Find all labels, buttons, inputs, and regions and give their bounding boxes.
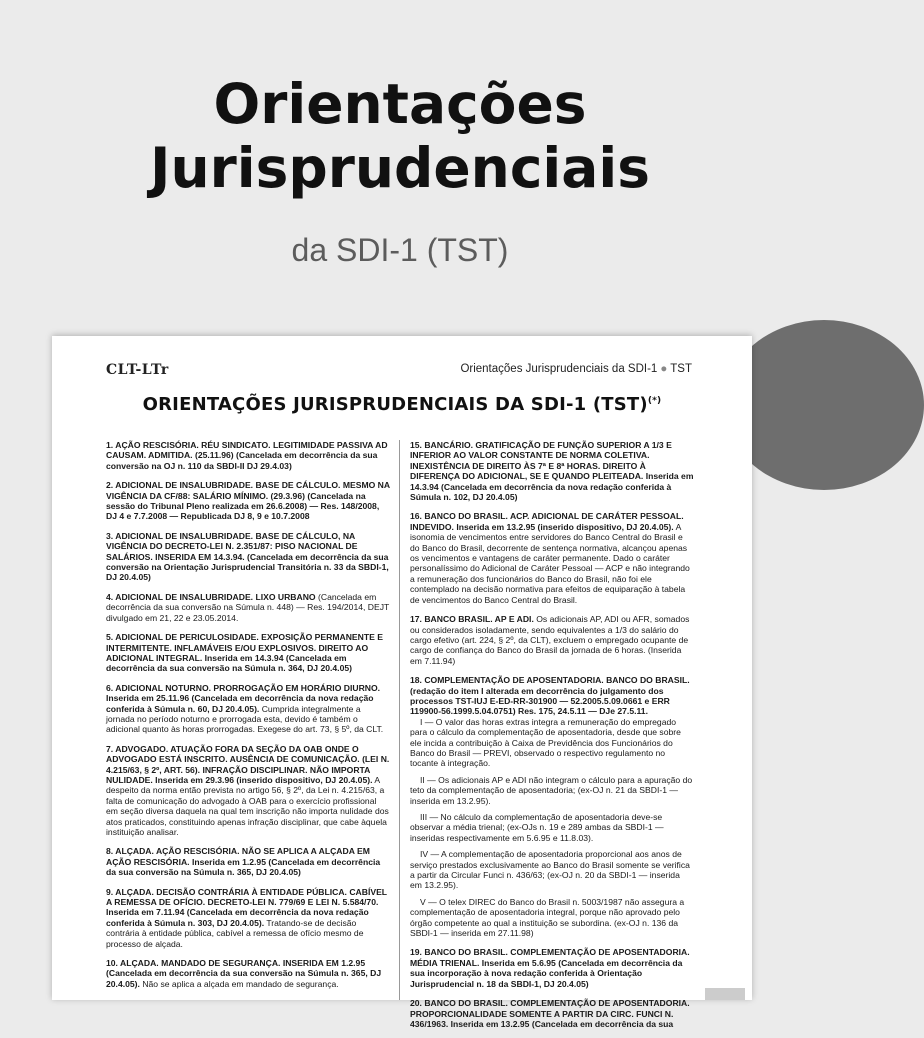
publisher-logo: CLT-LTr	[106, 362, 169, 378]
document-page	[52, 336, 752, 1029]
oj-entry-text: (Cancelada em decorrência da sua conversão na Súmula n. 448) — Res. 194/2014, DEJT divulgado em 21, 22 e 23.05.2014.	[106, 591, 390, 623]
oj-entry-heading: 3. ADICIONAL DE INSALUBRIDADE. BASE DE CÁLCULO, NA VIGÊNCIA DO DECRETO-LEI N. 2.351/87: PISO NACIONAL DE SALÁRIOS. INSERIDA EM 14.3.94. (Cancelada em decorrência da sua conversão na Orientação Jurisprudencial Transitória n. 33 da SBDI-1, DJ 20.4.05)	[106, 530, 389, 583]
oj-entry	[106, 683, 390, 735]
running-header-court: TST	[670, 363, 692, 375]
oj-entry	[106, 592, 390, 623]
oj-entry	[410, 440, 694, 502]
oj-entry-text: Não se aplica a alçada em mandado de segurança.	[142, 978, 339, 989]
oj-entry	[410, 998, 694, 1029]
oj-entry-heading: 10. ALÇADA. MANDADO DE SEGURANÇA. INSERIDA EM 1.2.95 (Cancelada em decorrência da sua conversão na Súmula n. 365, DJ 20.4.05).	[106, 958, 382, 989]
banner-title-line2: Jurisprudenciais	[150, 136, 650, 200]
oj-entry	[106, 744, 390, 838]
oj-entry-item: IV — A complementação de aposentadoria proporcional aos anos de serviço prestados exclusivamente ao Banco do Brasil somente se verifica a partir da Circular Funci n. 436/63; (ex-OJ n. 20 da SBDI-1 — inserida em 13.2.95).	[410, 849, 690, 891]
column-divider	[399, 440, 400, 1000]
oj-entry	[106, 846, 390, 877]
oj-entry	[106, 531, 390, 583]
oj-entry	[106, 480, 390, 522]
oj-entry	[410, 614, 694, 666]
document-title	[52, 394, 752, 415]
oj-entry-heading: 15. BANCÁRIO. GRATIFICAÇÃO DE FUNÇÃO SUPERIOR A 1/3 E INFERIOR AO VALOR CONSTANTE DE NORMA COLETIVA. INEXISTÊNCIA DE DIREITO ÀS 7ª E 8ª HORAS. DIREITO À DIFERENÇA DO ADICIONAL, SE E QUANDO PLEITEADA. Inserida em 14.3.94 (Cancelada em decorrência da nova redação conferida à Súmula n. 102, DJ 20.4.05)	[410, 440, 694, 503]
page-corner-tab	[705, 988, 745, 1000]
oj-entry-heading: 1. AÇÃO RESCISÓRIA. RÉU SINDICATO. LEGITIMIDADE PASSIVA AD CAUSAM. ADMITIDA. (25.11.96) (Cancelada em decorrência da sua conversão na OJ n. 110 da SBDI-II DJ 29.4.03)	[106, 440, 388, 471]
oj-entry-heading: 19. BANCO DO BRASIL. COMPLEMENTAÇÃO DE APOSENTADORIA. MÉDIA TRIENAL. Inserida em 5.6.95 (Cancelada em decorrência da sua incorporação à nova redação conferida à Orientação Jurisprudencial n. 18 da SBDI-1, DJ 20.4.05)	[410, 947, 690, 989]
oj-entry-heading: 7. ADVOGADO. ATUAÇÃO FORA DA SEÇÃO DA OAB ONDE O ADVOGADO ESTÁ INSCRITO. AUSÊNCIA DE COMUNICAÇÃO. (LEI N. 4.215/63, § 2º, ART. 56). INFRAÇÃO DISCIPLINAR. NÃO IMPORTA NULIDADE. Inserida em 29.3.96 (inserido dispositivo, DJ 20.4.05).	[106, 743, 390, 785]
running-header	[460, 363, 692, 375]
right-column	[410, 440, 694, 1038]
running-header-label: Orientações Jurisprudenciais da SDI-1	[460, 363, 658, 375]
banner-title	[0, 72, 800, 200]
banner-title-line1: Orientações	[213, 72, 587, 136]
oj-entry-text: Cumprida integralmente a jornada no período noturno e prorrogada esta, devido é também o adicional quanto às horas prorrogadas. Exegese do art. 73, § 5º, da CLT.	[106, 703, 384, 735]
oj-entry	[410, 947, 694, 989]
oj-entry-heading: 18. COMPLEMENTAÇÃO DE APOSENTADORIA. BANCO DO BRASIL. (redação do item I alterada em decorrência do julgamento dos processos TST-IUJ E-ED-RR-301900 — 52.2005.5.09.0661 e ERR 119900-56.1999.5.04.0751) Res. 175, 24.5.11 — DJe 27.5.11.	[410, 675, 690, 717]
oj-entry-heading: 9. ALÇADA. DECISÃO CONTRÁRIA À ENTIDADE PÚBLICA. CABÍVEL A REMESSA DE OFÍCIO. DECRETO-LEI N. 779/69 E LEI N. 5.584/70. Inserida em 7.11.94 (Cancelada em decorrência da nova redação conferida à Súmula n. 303, DJ 20.4.05).	[106, 886, 387, 928]
oj-entry-heading: 5. ADICIONAL DE PERICULOSIDADE. EXPOSIÇÃO PERMANENTE E INTERMITENTE. INFLAMÁVEIS E/OU EXPLOSIVOS. DIREITO AO ADICIONAL INTEGRAL. Inserida em 14.3.94 (Cancelada em decorrência da sua conversão na Súmula n. 364, DJ 20.4.05)	[106, 632, 383, 674]
document-title-footnote-mark: (*)	[647, 396, 662, 406]
oj-entry	[410, 675, 694, 938]
oj-entry-heading: 2. ADICIONAL DE INSALUBRIDADE. BASE DE CÁLCULO. MESMO NA VIGÊNCIA DA CF/88: SALÁRIO MÍNIMO. (29.3.96) (Cancelada na sessão do Tribunal Pleno realizada em 26.6.2008) — Res. 148/2008, DJ 4 e 7.7.2008 — Republicada DJ 8, 9 e 10.7.2008	[106, 480, 390, 522]
oj-entry-heading: 20. BANCO DO BRASIL. COMPLEMENTAÇÃO DE APOSENTADORIA. PROPORCIONALIDADE SOMENTE A PARTIR DA CIRC. FUNCI N. 436/1963. Inserida em 13.2.95 (Cancelada em decorrência da sua	[410, 998, 690, 1029]
left-column	[106, 440, 390, 998]
oj-entry-item: V — O telex DIREC do Banco do Brasil n. 5003/1987 não assegura a complementação de aposentadoria integral, porque não aprovado pelo órgão competente ao qual a instituição se subordina. (ex-OJ n. 136 da SBDI-1 — inserida em 27.11.98)	[410, 896, 685, 939]
oj-entry-heading: 16. BANCO DO BRASIL. ACP. ADICIONAL DE CARÁTER PESSOAL. INDEVIDO. Inserida em 13.2.95 (inserido dispositivo, DJ 20.4.05).	[410, 511, 684, 532]
oj-entry-heading: 17. BANCO BRASIL. AP E ADI.	[410, 614, 534, 625]
oj-entry-heading: 6. ADICIONAL NOTURNO. PRORROGAÇÃO EM HORÁRIO DIURNO. Inserida em 25.11.96 (Cancelada em decorrência da nova redação conferida à Súmula n. 60, DJ 20.4.05).	[106, 682, 381, 714]
oj-entry-heading: 8. ALÇADA. AÇÃO RESCISÓRIA. NÃO SE APLICA A ALÇADA EM AÇÃO RESCISÓRIA. Inserida em 1.2.95 (Cancelada em decorrência da sua conversão na Súmula n. 365, DJ 20.4.05)	[106, 846, 381, 878]
banner-subtitle: da SDI-1 (TST)	[291, 232, 509, 268]
oj-entry	[410, 511, 694, 605]
oj-entry-text: A despeito da norma então prevista no artigo 56, § 2º, da Lei n. 4.215/63, a falta de comunicação do advogado à OAB para o exercício profissional em seção diversa daquela na qual tem inscrição não importa nulidade dos atos praticados, constituindo apenas infração disciplinar, que cabe àquela instituição analisar.	[106, 774, 389, 837]
oj-entry-text: A isonomia de vencimentos entre servidores do Banco Central do Brasil e do Banco do Brasil, decorrente de sentença normativa, alcançou apenas os vencimentos e vantagens de caráter permanente. Dado o caráter personalíssimo do Adicional de Caráter Pessoal — ACP e não integrando a remuneração dos funcionários do Banco do Brasil, não foi ele contemplado na decisão normativa para efeitos de equiparação à tabela de vencimentos do Banco Central do Brasil.	[410, 521, 690, 605]
oj-entry-text: Tratando-se de decisão contrária à entidade pública, cabível a remessa de ofício mesmo de processo de alçada.	[106, 917, 364, 949]
decorative-circle	[724, 320, 924, 490]
oj-entry-item: III — No cálculo da complementação de aposentadoria deve-se observar a média trienal; (ex-OJs n. 19 e 289 ambas da SBDI-1 — inseridas respectivamente em 5.6.95 e 11.8.03).	[410, 812, 664, 843]
oj-entry	[106, 440, 390, 471]
oj-entry-heading: 4. ADICIONAL DE INSALUBRIDADE. LIXO URBANO	[106, 591, 316, 602]
document-title-text: ORIENTAÇÕES JURISPRUDENCIAIS DA SDI-1 (TST)	[142, 394, 648, 415]
oj-entry-item: I — O valor das horas extras integra a remuneração do empregado para o cálculo da complementação de aposentadoria, desde que sobre ele incida a contribuição à Caixa de Previdência dos Funcionários do Banco do Brasil — PREVI, observado o respectivo regulamento no tocante à integração.	[410, 716, 681, 769]
oj-entry	[106, 958, 390, 989]
oj-entry-text: Os adicionais AP, ADI ou AFR, somados ou considerados isoladamente, sendo equivalentes a 1/3 do salário do cargo efetivo (art. 224, § 2º, da CLT), excluem o empregado ocupante de cargo de confiança do Banco do Brasil da jornada de 6 horas. (Inserida em 7.11.94)	[410, 614, 690, 666]
oj-entry	[106, 632, 390, 674]
oj-entry	[106, 887, 390, 949]
bullet-dot-icon: ●	[660, 363, 668, 375]
oj-entry-item: II — Os adicionais AP e ADI não integram o cálculo para a apuração do teto da complementação de aposentadoria; (ex-OJ n. 21 da SBDI-1 — inserida em 13.2.95).	[410, 774, 693, 806]
